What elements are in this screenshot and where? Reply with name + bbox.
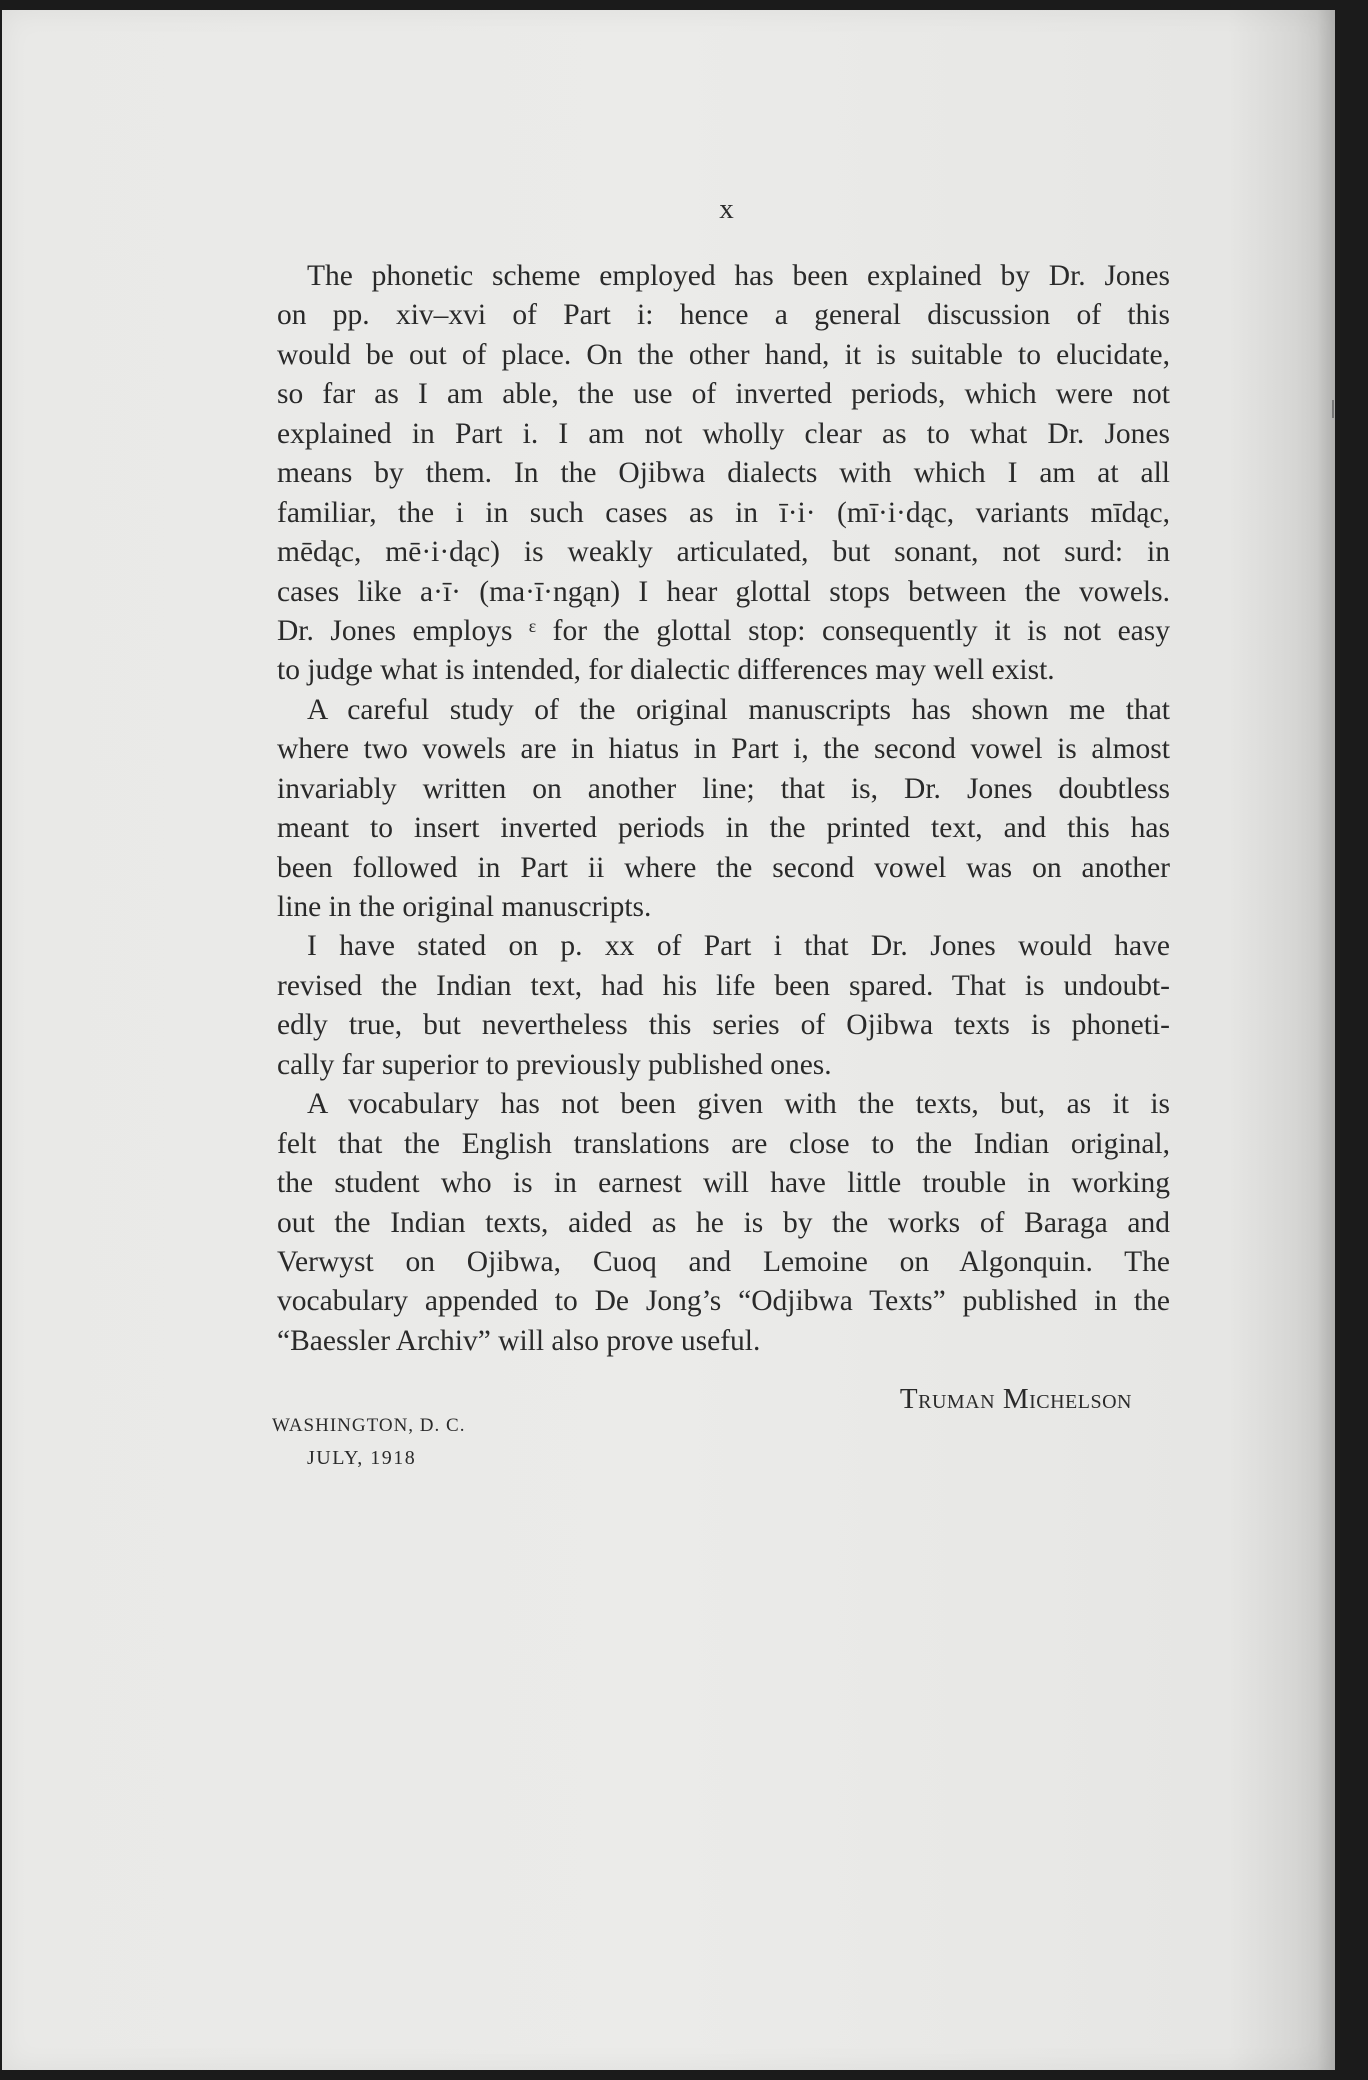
text-line: meant to insert inverted periods in the printed text, and this has — [277, 812, 1170, 845]
text-line: A vocabulary has not been given with the texts, but, as it is — [307, 1088, 1170, 1121]
text-line: vocabulary appended to De Jong’s “Odjibwa Texts” published in the — [277, 1285, 1170, 1318]
text-line: revised the Indian text, had his life been spared. That is undoubt- — [277, 969, 1170, 1002]
text-line: to judge what is intended, for dialectic differences may well exist. — [277, 654, 1055, 687]
document-page — [2, 10, 1335, 2070]
text-line: Verwyst on Ojibwa, Cuoq and Lemoine on Algonquin. The — [277, 1245, 1170, 1278]
text-line: invariably written on another line; that is, Dr. Jones doubtless — [277, 772, 1170, 805]
text-line: familiar, the i in such cases as in ī·i· (mī·i·dąc, variants mīdąc, — [277, 496, 1170, 529]
text-line: “Baessler Archiv” will also prove useful. — [277, 1324, 761, 1357]
text-line: means by them. In the Ojibwa dialects with which I am at all — [277, 457, 1170, 490]
text-line: The phonetic scheme employed has been explained by Dr. Jones — [307, 260, 1170, 292]
text-line: mēdąc, mē·i·dąc) is weakly articulated, but sonant, not surd: in — [277, 536, 1170, 569]
text-line: A careful study of the original manuscripts has shown me that — [307, 693, 1170, 726]
text-line: line in the original manuscripts. — [277, 891, 652, 923]
margin-mark — [1332, 400, 1334, 418]
text-line: felt that the English translations are close to the Indian original, — [277, 1127, 1170, 1160]
text-line: edly true, but nevertheless this series of Ojibwa texts is phoneti- — [277, 1009, 1170, 1042]
text-line: on pp. xiv–xvi of Part i: hence a general discussion of this — [277, 299, 1170, 332]
text-line: explained in Part i. I am not wholly clear as to what Dr. Jones — [277, 417, 1170, 450]
place-line: WASHINGTON, D. C. — [272, 1415, 466, 1436]
page-number: x — [719, 193, 735, 225]
text-line: out the Indian texts, aided as he is by the works of Baraga and — [277, 1206, 1170, 1239]
page-edge-shadow — [1317, 10, 1335, 2070]
text-line: been followed in Part ii where the second vowel was on another — [277, 851, 1170, 884]
author-signature: Truman Michelson — [899, 1383, 1132, 1415]
text-line: would be out of place. On the other hand, it is suitable to elucidate, — [277, 338, 1170, 371]
body-text — [277, 257, 1170, 1361]
text-line: the student who is in earnest will have little trouble in working — [277, 1167, 1170, 1200]
date-line: JULY, 1918 — [307, 1447, 417, 1469]
text-line: cases like a·ī· (ma·ī·ngąn) I hear glottal stops between the vowels. — [277, 575, 1170, 608]
text-line: so far as I am able, the use of inverted periods, which were not — [277, 378, 1170, 411]
text-line: Dr. Jones employs ᵋ for the glottal stop: consequently it is not easy — [277, 614, 1170, 647]
text-line: where two vowels are in hiatus in Part i, the second vowel is almost — [277, 733, 1170, 766]
text-line: cally far superior to previously published ones. — [277, 1048, 832, 1081]
text-line: I have stated on p. xx of Part i that Dr. Jones would have — [307, 930, 1170, 963]
